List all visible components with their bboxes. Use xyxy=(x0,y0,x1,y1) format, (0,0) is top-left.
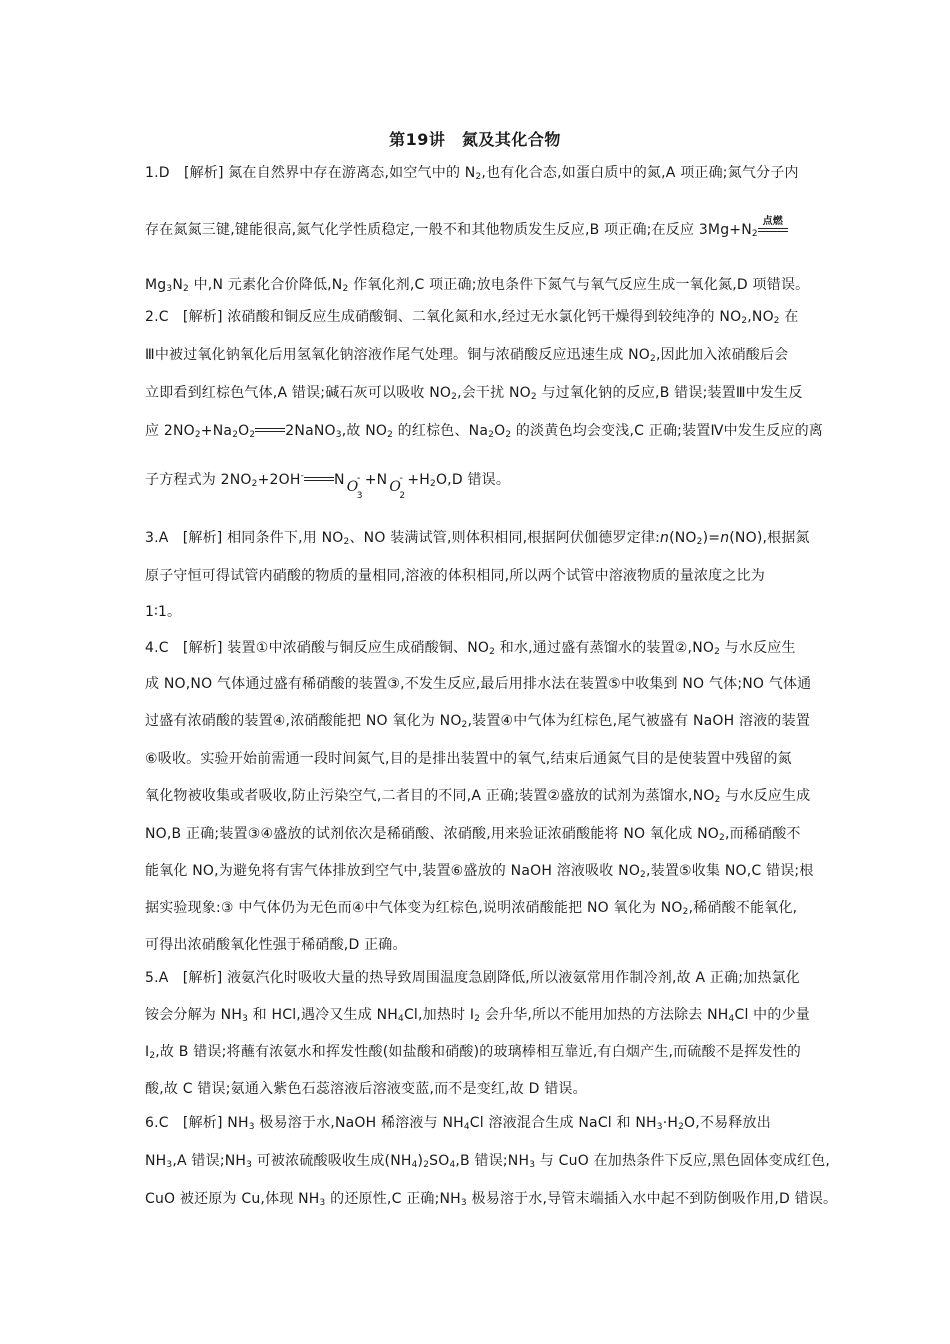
q4-line-3: 过盛有浓硝酸的装置④,浓硝酸能把 NO 氧化为 $NO_2$,装置④中气体为红棕色,尾气被盛有 NaOH 溶液的装置 xyxy=(145,713,811,730)
page-title: 第19讲 氮及其化合物 xyxy=(389,130,561,149)
q4-line-7: 能氧化 NO,为避免将有害气体排放到空气中,装置⑥盛放的 NaOH 溶液吸收 $NO_2$,装置⑤收集 NO,C 错误;根 xyxy=(145,863,814,880)
q4-line-4: ⑥吸收。实验开始前需通一段时间氮气,目的是排出装置中的氧气,结束后通氮气目的是使装置中残留的氮 xyxy=(145,751,792,767)
q2-line-5: 子方程式为 $2NO_2+2OH^-$ N O 3 - +N O 2 - $+H_2O,D$ 错误。 xyxy=(145,471,511,501)
q6-line-2: $NH_3,A$ 错误$;NH_3$ 可被浓硫酸吸收生成$(NH_4)_2SO_4,B$ 错误$;NH_3$ 与 CuO 在加热条件下反应,黑色固体变成红色, xyxy=(145,1153,831,1170)
q4-line-2: 成 NO,NO 气体通过盛有稀硝酸的装置③,不发生反应,最后用排水法在装置⑤中收集到 NO 气体;NO 气体通 xyxy=(145,676,812,692)
q5-line-2: 铵会分解为 $NH_3$ 和 HCl,遇冷又生成 $NH_4Cl$,加热时 $I_2$ 会升华,所以不能用加热的方法除去 $NH_4Cl$ 中的少量 xyxy=(145,1007,810,1024)
q3-line-1: 3.A [解析] 相同条件下,用 $NO_2$、NO 装满试管,则体积相同,根据阿伏伽德罗定律$:n(NO_2)=n(NO)$,根据氮 xyxy=(145,530,810,547)
q2-line-3: 立即看到红棕色气体,A 错误;碱石灰可以吸收 $NO_2$,会干扰 $NO_2$ 与过氧化钠的反应,B 错误;装置Ⅲ中发生反 xyxy=(145,385,803,402)
q4-line-6: NO,B 正确;装置③④盛放的试剂依次是稀硝酸、浓硝酸,用来验证浓硝酸能将 NO 氧化成 $NO_2$,而稀硝酸不 xyxy=(145,826,801,843)
nitrate-ion: O 3 - xyxy=(346,473,363,501)
q2-line-1: 2.C [解析] 浓硝酸和铜反应生成硝酸铜、二氧化氮和水,经过无水氯化钙干燥得到较纯净的 $NO_2,NO_2$ 在 xyxy=(145,309,799,326)
q3-line-2: 原子守恒可得试管内硝酸的物质的量相同,溶液的体积相同,所以两个试管中溶液物质的量浓度之比为 xyxy=(145,568,765,584)
q2-line-2: Ⅲ中被过氧化钠氧化后用氢氧化钠溶液作尾气处理。铜与浓硝酸反应迅速生成 $NO_2$,因此加入浓硝酸后会 xyxy=(145,347,789,364)
reaction-condition-ignite: 点燃 xyxy=(758,223,788,237)
q4-line-8: 据实验现象:③ 中气体仍为无色而④中气体变为红棕色,说明浓硝酸能把 NO 氧化为 $NO_2$,稀硝酸不能氧化, xyxy=(145,900,798,917)
q3-line-3: 1∶1。 xyxy=(145,604,182,620)
equals-sign xyxy=(255,426,285,436)
q4-line-1: 4.C [解析] 装置①中浓硝酸与铜反应生成硝酸铜、$NO_2$ 和水,通过盛有蒸馏水的装置$②,NO_2$ 与水反应生 xyxy=(145,640,796,657)
q1-line-1: 1.D [解析] 氮在自然界中存在游离态,如空气中的 $N_2$,也有化合态,如蛋白质中的氮,A 项正确;氮气分子内 xyxy=(145,165,799,182)
q4-line-9: 可得出浓硝酸氧化性强于稀硝酸,D 正确。 xyxy=(145,937,407,953)
q6-line-1: 6.C [解析] $NH_3$ 极易溶于水,NaOH 稀溶液与 $NH_4Cl$ 溶液混合生成 NaCl 和 $NH_3\cdot H_2O$,不易释放出 xyxy=(145,1115,771,1132)
equals-sign xyxy=(304,475,334,485)
q1-line-3: $Mg_3N_2$ 中,N 元素化合价降低$,N_2$ 作氧化剂,C 项正确;放电条件下氮气与氧气反应生成一氧化氮,D 项错误。 xyxy=(145,277,810,294)
nitrite-ion: O 2 - xyxy=(389,473,406,501)
q5-line-4: 酸,故 C 错误;氨通入紫色石蕊溶液后溶液变蓝,而不是变红,故 D 错误。 xyxy=(145,1081,587,1097)
q4-line-5: 氧化物被收集或者吸收,防止污染空气,二者目的不同,A 正确;装置②盛放的试剂为蒸馏水$,NO_2$ 与水反应生成 xyxy=(145,788,811,805)
q1-line-2: 存在氮氮三键,键能很高,氮气化学性质稳定,一般不和其他物质发生反应,B 项正确;在反应 $3Mg+N_2$ 点燃 xyxy=(145,220,788,240)
q5-line-3: $I_2$,故 B 错误;将蘸有浓氨水和挥发性酸(如盐酸和硝酸)的玻璃棒相互靠近,有白烟产生,而硫酸不是挥发性的 xyxy=(145,1044,801,1061)
q6-line-3: CuO 被还原为 Cu,体现 $NH_3$ 的还原性,C 正确$;NH_3$ 极易溶于水,导管末端插入水中起不到防倒吸作用,D 错误。 xyxy=(145,1191,838,1208)
q5-line-1: 5.A [解析] 液氨汽化时吸收大量的热导致周围温度急剧降低,所以液氨常用作制冷剂,故 A 正确;加热氯化 xyxy=(145,970,801,986)
q2-line-4: 应 $2NO_2+Na_2O_2$ 2NaNO$_3$,故 $NO_2$ 的红棕色、$Na_2O_2$ 的淡黄色均会变浅,C 正确;装置Ⅳ中发生反应的离 xyxy=(145,423,824,440)
